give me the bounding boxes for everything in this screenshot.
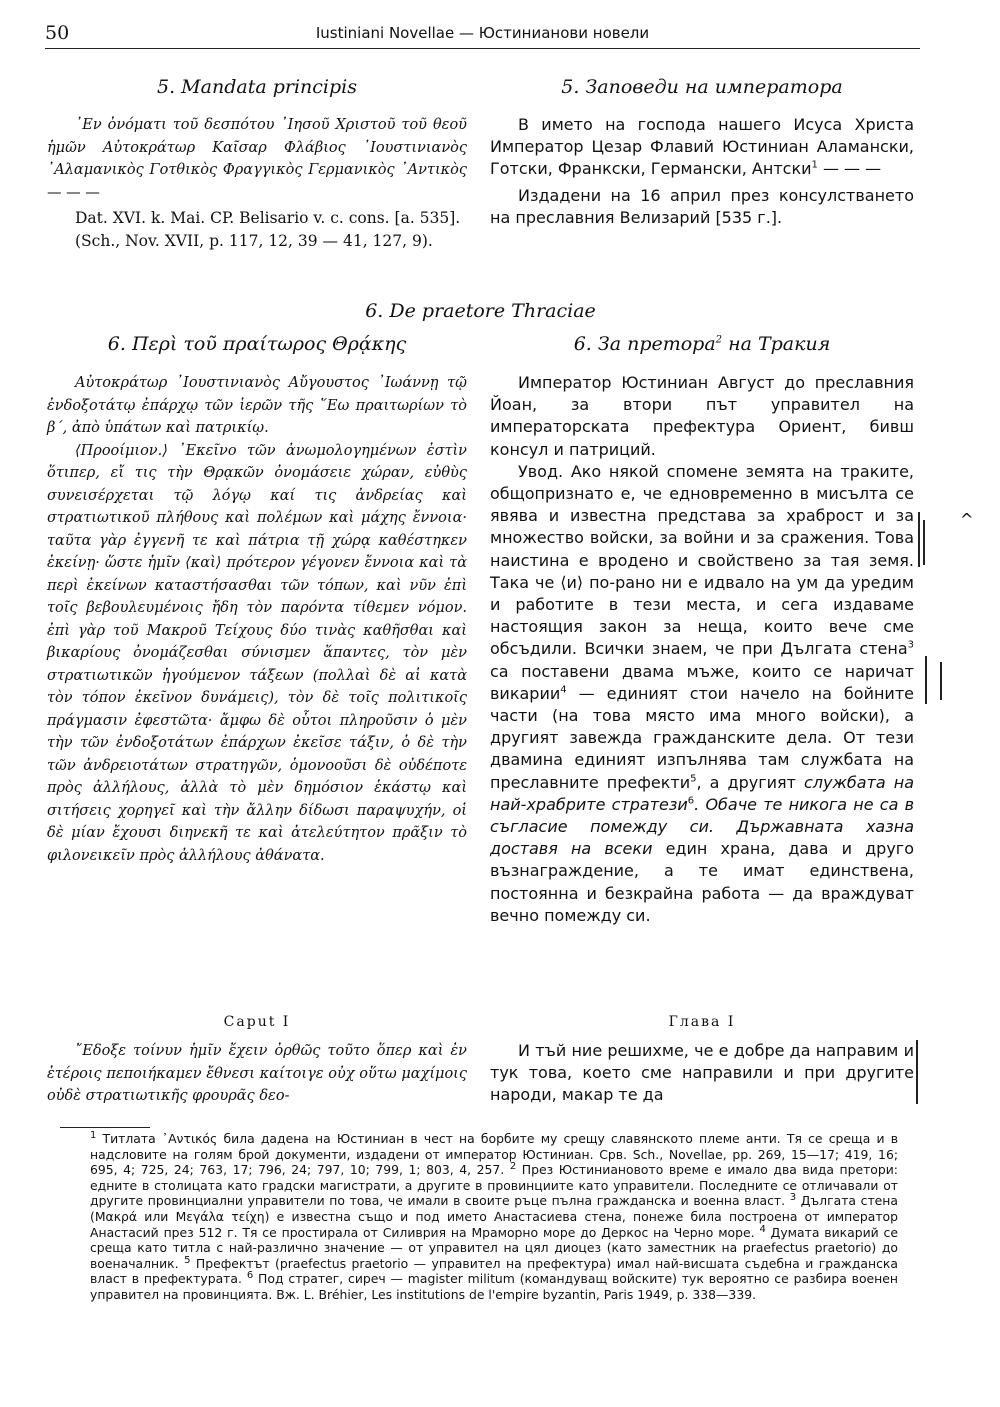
section6-bg-column — [490, 372, 914, 927]
section5-greek-text: ᾿Εν ὀνόματι τοῦ δεσπότου ᾿Ιησοῦ Χριστοῦ τοῦ θεοῦ ἡμῶν Αὐτοκράτωρ Καῖσαρ Φλάβιος ᾿Ιουστινιανὸς ᾿Αλαμανικὸς Γοτθικὸς Φραγγικὸς Γερμανικὸς ᾿Αντικὸς — — — — [47, 117, 467, 201]
footnote-5-num: 5 — [184, 1254, 191, 1266]
margin-caret: ^ — [960, 510, 974, 529]
caput-label-latin: Caput I — [223, 1014, 291, 1030]
section5-dat-line: Dat. XVI. k. Mai. CP. Belisario v. c. cons. [a. 535]. — [75, 209, 461, 227]
margin-mark — [918, 512, 920, 567]
section6-title-latin: 6. De praetore Thraciae — [365, 300, 596, 322]
caput-greek-column — [47, 1040, 467, 1108]
margin-mark — [925, 656, 927, 704]
section6-greek-prooimion: ⟨Προοίμιον.⟩ ᾿Εκεῖνο τῶν ἀνωμολογημένων ἐστὶν ὅτιπερ, εἴ τις τὴν Θρᾳκῶν ὀνομάσειε χώραν, εὐθὺς συνεισέρχεται τῷ λόγῳ καί τις ἀνδρείας καὶ στρατιωτικοῦ πλήθους καὶ πολέμων καὶ μάχης ἔννοια· ταῦτα γὰρ ἐγγενῆ τε καὶ πάτρια τῇ χώρᾳ καθέστηκεν ἐκείνῃ· ὥστε ἡμῖν ⟨καὶ⟩ πρότερον γέγονεν ἔννοια καὶ τὰ περὶ ἐκείνων καταστήσασθαι τῶν τόπων, καὶ νῦν ἐπὶ τοῖς βεβουλευμένοις ἤδη τὸν παρόντα τίθεμεν νόμον. ἐπὶ γὰρ τοῦ Μακροῦ Τείχους δύο τινὰς καθῆσθαι καὶ βικαρίους ὀνομάζεσθαι σύνισμεν ἅπαντες, τὸν μὲν στρατιωτικῶν ἡγούμενον τάξεων (πολλαὶ δὲ αἱ κατὰ τὸν τόπον ἐκεῖνον δυνάμεις), τὸν δὲ τοῖς πολιτικοῖς πράγμασιν ἐφεστῶτα· ἄμφω δὲ οὗτοι πληροῦσιν ὁ μὲν τὴν τῶν ἐνδοξοτάτων ἐπάρχων ἐκεῖσε τάξιν, ὁ δὲ τὴν τῶν ἀνδρειοτάτων στρατηγῶν, ὁμονοοῦσι δὲ οὐδέποτε πρὸς ἀλλήλους, ἀλλὰ τὸ μὲν δημόσιον ἑκάστῳ καὶ σιτήσεις χορηγεῖ καὶ τὴν ἄλλην δίδωσι παραψυχήν, οἱ δὲ μίαν ἔχουσι διηνεκῆ τε καὶ ἀτελεύτητον πρᾶξιν τὸ φιλονεικεῖν πρὸς ἀλλήλους ἀθάνατα. — [47, 442, 467, 864]
caput-label-bg: Глава I — [668, 1014, 736, 1030]
margin-mark — [916, 1040, 918, 1104]
footnote-6-num: 6 — [246, 1270, 254, 1282]
margin-mark — [940, 662, 942, 700]
footnote-4: Думата викарий се среща като титла с най-различно значение — от управител на цял диоцез (като заместник на praefectus praetorio) до военачалник. — [90, 1224, 898, 1271]
footnotes — [90, 1131, 898, 1303]
section5-title-latin: 5. Mandata principis — [157, 76, 357, 98]
footnote-ref-4[interactable]: 4 — [560, 684, 567, 696]
footnote-ref-1[interactable]: 1 — [811, 160, 818, 172]
caput-bg-text: И тъй ние решихме, че е добре да направим и тук това, което сме направили и при другите народи, макар те да — [490, 1041, 914, 1105]
footnote-ref-6[interactable]: 6 — [687, 795, 695, 807]
footnote-2: През Юстиниановото време е имало два вида претори: едните в столицата като градски магистрати, а другите в провинциите като управители. Последните се отличавали от другите провинциални управители по това, че имали в своите ръце пълна гражданска и военна власт. — [90, 1162, 898, 1209]
page-header — [45, 18, 920, 49]
footnote-5: Префектът (praefectus praetorio — управител на префектура) имал най-висшата съдебна и гражданска власт в префектурата. — [90, 1255, 898, 1287]
margin-mark — [923, 520, 925, 565]
footnote-rule — [60, 1127, 150, 1128]
section5-title-bg: 5. Заповеди на императора — [561, 76, 843, 98]
page-number: 50 — [45, 22, 70, 44]
section5-bg-column — [490, 114, 914, 229]
running-title: Iustiniani Novellae — Юстинианови новели — [315, 24, 650, 42]
section6-bg-intro: Увод. Ако някой спомене земята на траките, общопризнато е, че едновременно в мисълта се явява и известна представа за храброст и за множество войски, за войни и за сражения. Това наистина е вродено и свойствено за тая земя. Така че ⟨и⟩ по-рано ни е идвало на ум да уредим и работите в тези места, и сега издаваме настоящия закон за неща, които вече сме обсъдили. Всички знаем, че при Дългата стена$^3$ са поставени двама мъже, които се наричат викарии$^4$ — единият стои начело на бойните части (на това място има много войски), а другият завежда гражданските дела. От тези двамина единият изпълнява там службата на преславните префекти$^5$, а другият службата на най-храбрите стратези$^6$. Обаче те никога не са в съгласие помежду си. Държавната хазна доставя на всеки един храна, дава и друго възнаграждение, а те имат единствена, постоянна и безкрайна работа — да враждуват вечно помежду си. — [490, 461, 915, 925]
footnote-ref-2[interactable]: 2 — [715, 334, 723, 346]
footnote-ref-5[interactable]: 5 — [690, 773, 697, 785]
section5-bg-dated: Издадени на 16 април през консулстването на преславния Велизарий [535 г.]. — [490, 185, 914, 227]
section6-bg-address: Император Юстиниан Август до преславния Йоан, за втори път управител на императорската префектура Ориент, бивш консул и патриций. — [490, 373, 914, 459]
footnote-3: Дългата стена (Μακρά или Μεγάλα τείχη) е известна също и под името Анастасиева стена, понеже била построена от император Анастасий през 512 г. Тя се простирала от Силиврия на Мраморно море до Деркос на Черно море. — [90, 1193, 898, 1240]
section5-greek-column — [47, 114, 467, 252]
section5-source-ref: (Sch., Nov. XVII, p. 117, 12, 39 — 41, 127, 9). — [75, 231, 433, 250]
footnote-2-num: 2 — [509, 1161, 517, 1173]
footnote-ref-3[interactable]: 3 — [907, 640, 914, 652]
section6-greek-column — [47, 372, 467, 867]
footnote-4-num: 4 — [759, 1223, 766, 1235]
footnote-6: Под стратег, сиреч — magister militum (командуващ войските) тук вероятно се разбира военен управител на провинцията. Вж. L. Bréhier, Les institutions de l'empire byzantin, Paris 1949, p. 338—339. — [90, 1271, 898, 1302]
footnote-1: $^1$ Титлата ᾿Αντικός била дадена на Юстиниан в чест на борбите му срещу славянското племе анти. Тя се среща и в надсловите на голям брой документи, издадени от император Юстиниан. Срв. Sch., Novellae, pp. 269, 15—17; 419, 16; 695, 4; 725, 24; 763, 17; 796, 24; 797, 10; 799, 1; 803, 4, 257. $^2$ През Юстиниановото време е имало два вида претори: едните в столицата като градски магистрати, а другите в провинциите като управители. Последните се отличавали от другите провинциални управители по това, че имали в своите ръце пълна гражданска и военна власт. $^3$ Дългата стена (Μακρά или Μεγάλα τείχη) е известна също и под името Анастасиева стена, понеже била построена от император Анастасий през 512 г. Тя се простирала от Силиврия на Мраморно море до Деркос на Черно море. $^4$ Думата викарий се среща като титла с най-различно значение — от управител на цял диоцез (като заместник на praefectus praetorio) до военачалник. $^5$ Префектът (praefectus praetorio — управител на префектура) имал най-висшата съдебна и гражданска власт в префектурата. $^6$ Под стратег, сиреч — magister militum (командуващ войските) тук вероятно се разбира военен управител на провинцията. Вж. L. Bréhier, Les institutions de l'empire byzantin, Paris 1949, p. 338—339. — [90, 1129, 898, 1302]
caput-bg-column — [490, 1040, 914, 1107]
section6-greek-address: Αὐτοκράτωρ ᾿Ιουστινιανὸς Αὔγουστος ᾿Ιωάννῃ τῷ ἐνδοξοτάτῳ ἐπάρχῳ τῶν ἱερῶν τῆς ῞Εω πραιτωρίων τὸ β΄, ἀπὸ ὑπάτων καὶ πατρικίῳ. — [47, 375, 467, 436]
section6-title-bg: 6. За претора$^2$ на Тракия — [573, 333, 831, 355]
section6-title-greek: 6. Περὶ τοῦ πραίτωρος Θρᾴκης — [107, 333, 407, 355]
footnote-3-num: 3 — [789, 1192, 797, 1204]
caput-greek-text: ῎Εδοξε τοίνυν ἡμῖν ἔχειν ὀρθῶς τοῦτο ὅπερ καὶ ἐν ἑτέροις πεποιήκαμεν ἔθνεσι καίτοιγε οὐχ οὕτω μαχίμοις οὐδὲ στρατιωτικῆς φρουρᾶς δεο- — [47, 1043, 467, 1104]
section5-bg-text: В името на господа нашего Исуса Христа Император Цезар Флавий Юстиниан Аламански, Готски, Франкски, Германски, Антски$^1$ — — — — [490, 115, 914, 179]
